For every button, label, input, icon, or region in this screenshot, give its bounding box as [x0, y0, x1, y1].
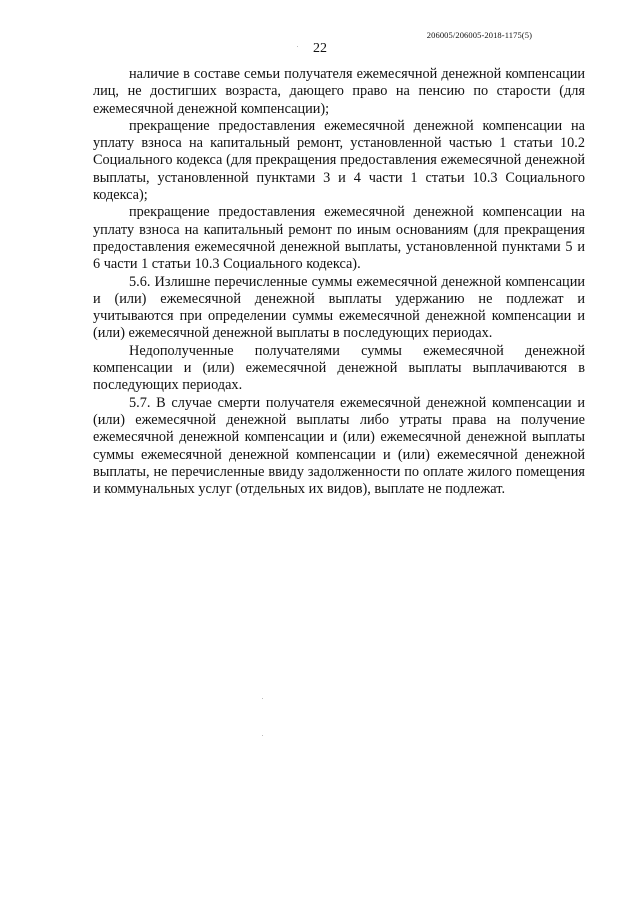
paragraph-underpaid-sums: Недополученные получателями суммы ежемесячной денежной компенсации и (или) ежемесячной денежной выплаты выплачиваются в последующих периодах. — [93, 342, 585, 394]
document-body — [93, 66, 585, 498]
paragraph-termination-other-grounds: прекращение предоставления ежемесячной денежной компенсации на уплату взноса на капитальный ремонт по иным основаниям (для прекращения предоставления ежемесячной денежной выплаты, установленной пунктами 5 и 6 части 1 статьи 10.3 Социального кодекса). — [93, 204, 585, 273]
paragraph-termination-capital-repair: прекращение предоставления ежемесячной денежной компенсации на уплату взноса на капитальный ремонт, установленной частью 1 статьи 10.2 Социального кодекса (для прекращения предоставления ежемесячной денежной выплаты, установленной пунктами 3 и 4 части 1 статьи 10.3 Социального кодекса); — [93, 117, 585, 204]
paragraph-family-minors: наличие в составе семьи получателя ежемесячной денежной компенсации лиц, не достигших возраста, дающего право на пенсию по старости (для ежемесячной денежной компенсации); — [93, 66, 585, 117]
scan-speck — [262, 698, 263, 699]
document-id: 206005/206005-2018-1175(5) — [426, 30, 532, 40]
scan-speck — [262, 735, 263, 736]
page-number: 22 — [313, 41, 327, 56]
paragraph-5-7: 5.7. В случае смерти получателя ежемесячной денежной компенсации и (или) ежемесячной денежной выплаты либо утраты права на получение ежемесячной денежной компенсации и (или) ежемесячной денежной выплаты суммы ежемесячной денежной компенсации и (или) ежемесячной денежной выплаты, не перечисленные ввиду задолженности по оплате жилого помещения и коммунальных услуг (отдельных их видов), выплате не подлежат. — [93, 394, 585, 498]
paragraph-5-6: 5.6. Излишне перечисленные суммы ежемесячной денежной компенсации и (или) ежемесячной денежной выплаты удержанию не подлежат и учитываются при определении суммы ежемесячной денежной компенсации и (или) ежемесячной денежной выплаты в последующих периодах. — [93, 273, 585, 342]
scan-speck — [297, 46, 298, 47]
